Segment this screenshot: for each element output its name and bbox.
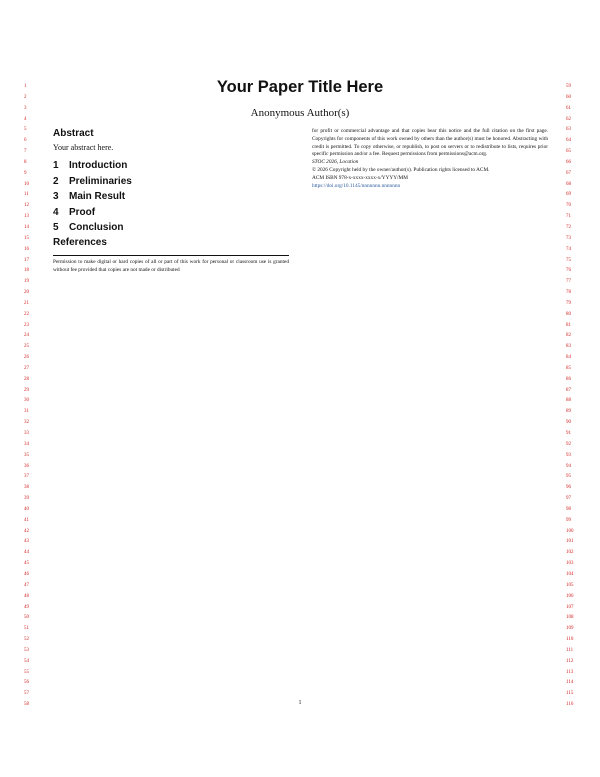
line-number: 55	[24, 669, 29, 675]
venue-line: STOC 2026, Location	[312, 159, 359, 166]
references-heading: References	[53, 236, 107, 248]
line-number: 12	[24, 203, 29, 209]
line-number: 19	[24, 279, 29, 285]
line-number: 45	[24, 561, 29, 567]
line-number: 26	[24, 355, 29, 361]
line-number: 98	[566, 506, 571, 512]
line-number: 43	[24, 539, 29, 545]
page-number: 1	[298, 700, 302, 706]
section-title: Main Result	[69, 191, 126, 202]
line-number: 59	[566, 84, 571, 89]
line-number: 36	[24, 463, 29, 469]
left-column	[53, 127, 289, 274]
line-number: 66	[566, 159, 571, 165]
line-number: 30	[24, 398, 29, 404]
copyright-line: © 2026 Copyright held by the owner/author(s). Publication rights licensed to ACM.	[312, 166, 490, 173]
paper-title: Your Paper Title Here	[216, 78, 384, 96]
abstract-heading: Abstract	[53, 128, 94, 139]
section-number: 3	[53, 191, 59, 202]
line-number: 112	[566, 658, 574, 664]
line-number: 16	[24, 246, 29, 252]
line-number: 103	[566, 561, 574, 567]
line-number: 105	[566, 582, 574, 588]
line-number: 39	[24, 496, 29, 502]
line-number: 101	[566, 539, 574, 545]
line-number: 4	[24, 116, 27, 122]
line-number: 44	[24, 550, 29, 556]
line-number: 70	[566, 203, 571, 209]
section-title: Preliminaries	[69, 175, 132, 187]
line-number: 78	[566, 290, 571, 296]
line-number: 69	[566, 192, 571, 198]
line-number: 95	[566, 474, 571, 480]
doi-link[interactable]: https://doi.org/10.1145/nnnnnnn.nnnnnnn	[312, 182, 401, 189]
line-number: 2	[24, 94, 27, 100]
line-number: 100	[566, 528, 574, 534]
section-title: Proof	[69, 206, 96, 218]
section-heading	[53, 189, 289, 205]
line-number: 32	[24, 420, 29, 426]
line-number: 108	[566, 615, 574, 621]
line-number: 64	[566, 138, 571, 144]
line-number: 80	[566, 311, 571, 317]
footnote-rule	[53, 255, 289, 256]
line-number: 42	[24, 528, 29, 534]
line-number: 1	[24, 84, 27, 89]
line-number: 28	[24, 376, 29, 382]
line-number: 116	[566, 702, 574, 708]
line-number: 53	[24, 647, 29, 653]
isbn-line: ACM ISBN 978-x-xxxx-xxxx-x/YYYY/MM	[312, 174, 408, 181]
line-number: 71	[566, 214, 571, 220]
line-number: 68	[566, 181, 571, 187]
line-number: 67	[566, 170, 571, 176]
line-number: 61	[566, 105, 571, 111]
paper-authors: Anonymous Author(s)	[250, 107, 350, 119]
line-number: 85	[566, 365, 571, 371]
line-number: 50	[24, 615, 29, 621]
line-number: 107	[566, 604, 574, 610]
line-number: 94	[566, 463, 571, 469]
line-number: 29	[24, 387, 29, 393]
line-number: 47	[24, 582, 29, 588]
line-number: 35	[24, 452, 29, 458]
line-number: 13	[24, 214, 29, 220]
line-number: 3	[24, 105, 27, 111]
section-title: Introduction	[69, 160, 128, 171]
permission-footnote-left: Permission to make digital or hard copies of all or part of this work for personal or classroom use is granted without fee provided that copies are not made or distributed	[53, 258, 289, 273]
line-number: 77	[566, 279, 571, 285]
section-heading	[53, 158, 289, 174]
section-heading	[53, 174, 289, 190]
line-number: 81	[566, 322, 571, 328]
line-number: 73	[566, 235, 571, 241]
line-number: 115	[566, 691, 574, 697]
line-number: 99	[566, 517, 571, 523]
line-number: 58	[24, 702, 29, 708]
line-number: 72	[566, 224, 571, 230]
line-numbers-right	[566, 82, 584, 711]
line-number: 89	[566, 409, 571, 415]
abstract-body: Your abstract here.	[53, 143, 114, 152]
line-number: 10	[24, 181, 29, 187]
line-number: 60	[566, 94, 571, 100]
line-number: 49	[24, 604, 29, 610]
line-number: 7	[24, 149, 27, 155]
line-number: 52	[24, 637, 29, 643]
line-number: 96	[566, 485, 571, 491]
line-number: 41	[24, 517, 29, 523]
line-number: 22	[24, 311, 29, 317]
line-number: 92	[566, 441, 571, 447]
line-number: 40	[24, 506, 29, 512]
line-number: 54	[24, 658, 29, 664]
line-number: 74	[566, 246, 571, 252]
line-number: 48	[24, 593, 29, 599]
line-number: 82	[566, 333, 571, 339]
line-number: 11	[24, 192, 29, 198]
section-title: Conclusion	[69, 222, 124, 233]
line-number: 75	[566, 257, 571, 263]
line-number: 86	[566, 376, 571, 382]
line-number: 90	[566, 420, 571, 426]
line-number: 20	[24, 290, 29, 296]
line-number: 31	[24, 409, 29, 415]
line-number: 106	[566, 593, 574, 599]
line-number: 27	[24, 365, 29, 371]
line-numbers-left	[24, 82, 42, 711]
line-number: 79	[566, 300, 571, 306]
section-number: 5	[53, 222, 59, 233]
line-number: 17	[24, 257, 29, 263]
section-heading	[53, 205, 289, 221]
line-number: 33	[24, 431, 29, 436]
line-number: 25	[24, 344, 29, 350]
line-number: 104	[566, 571, 574, 577]
line-number: 9	[24, 170, 27, 176]
line-number: 18	[24, 268, 29, 274]
section-number: 2	[53, 175, 59, 187]
line-number: 113	[566, 669, 574, 675]
line-number: 57	[24, 691, 29, 697]
line-number: 21	[24, 300, 29, 306]
line-number: 93	[566, 452, 571, 458]
line-number: 83	[566, 344, 571, 350]
line-number: 6	[24, 138, 27, 144]
line-number: 63	[566, 127, 571, 133]
line-number: 76	[566, 268, 571, 274]
right-column	[312, 128, 548, 190]
line-number: 46	[24, 571, 29, 577]
line-number: 37	[24, 474, 29, 480]
section-number: 4	[53, 206, 59, 218]
permission-footnote-right: for profit or commercial advantage and that copies bear this notice and the full citation on the first page. Copyrights for components of this work owned by others than the author(s) must be honored. Abstracting with credit is permitted. To copy otherwise, or republish, to post on servers or to redistribute to lists, requires prior specific permission and/or a fee. Request permissions from permissions@acm.org.	[312, 128, 548, 158]
line-number: 114	[566, 680, 574, 686]
line-number: 24	[24, 333, 29, 339]
line-number: 109	[566, 626, 574, 632]
line-number: 97	[566, 496, 571, 502]
line-number: 38	[24, 485, 29, 491]
line-number: 56	[24, 680, 29, 686]
line-number: 111	[566, 647, 574, 653]
line-number: 23	[24, 322, 29, 328]
section-list	[53, 158, 289, 236]
line-number: 51	[24, 626, 29, 632]
section-heading	[53, 220, 289, 236]
line-number: 34	[24, 441, 29, 447]
line-number: 102	[566, 550, 574, 556]
line-number: 8	[24, 159, 27, 165]
line-number: 62	[566, 116, 571, 122]
section-number: 1	[53, 160, 59, 171]
line-number: 65	[566, 149, 571, 155]
line-number: 88	[566, 398, 571, 404]
line-number: 110	[566, 637, 574, 643]
line-number: 84	[566, 355, 571, 361]
line-number: 87	[566, 387, 571, 393]
line-number: 15	[24, 235, 29, 241]
line-number: 91	[566, 431, 571, 436]
line-number: 14	[24, 224, 29, 230]
line-number: 5	[24, 127, 27, 133]
